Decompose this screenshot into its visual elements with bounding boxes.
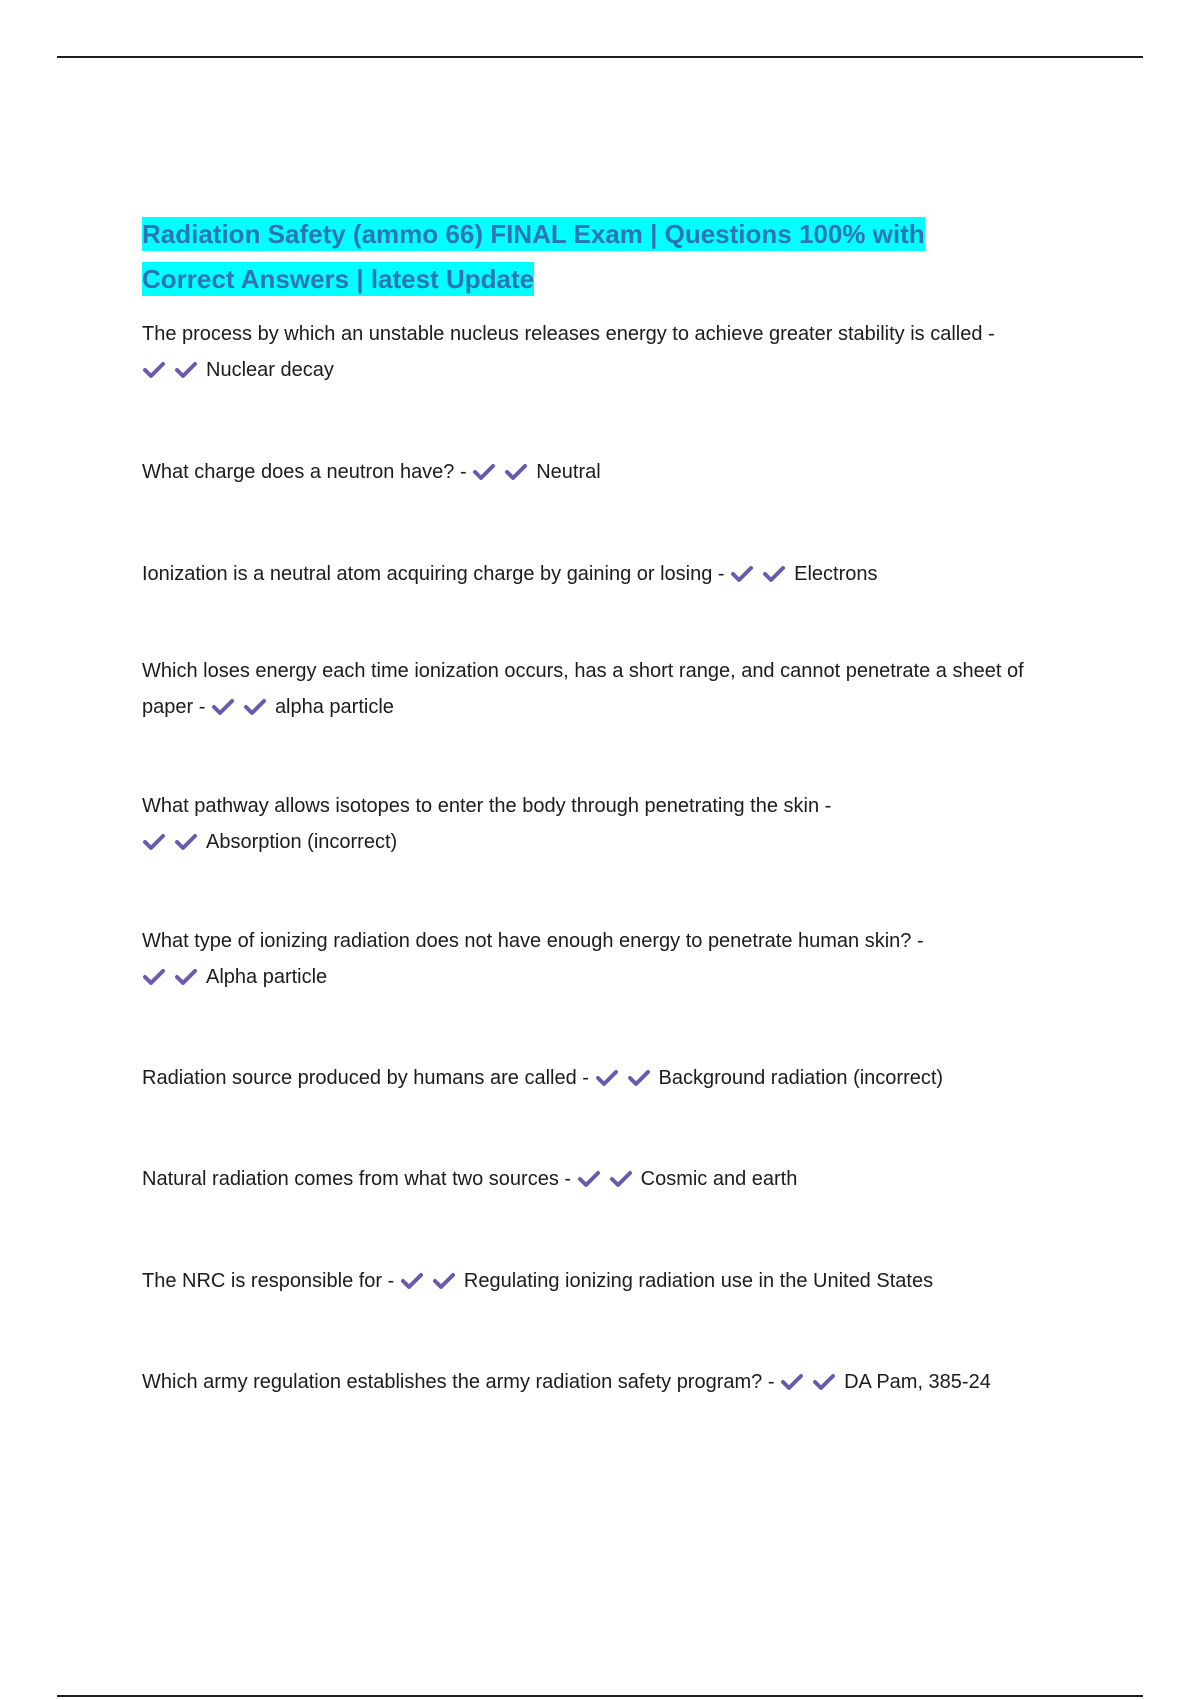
separator: -	[454, 461, 473, 483]
checkmark-icon	[730, 565, 754, 583]
question-text: Ionization is a neutral atom acquiring charge by gaining or losing	[142, 563, 713, 585]
answer-text: DA Pam, 385-24	[844, 1371, 991, 1393]
title-line-1: Radiation Safety (ammo 66) FINAL Exam | Questions 100% with	[142, 219, 925, 249]
checkmark-icon	[812, 1373, 836, 1391]
separator: -	[911, 930, 924, 952]
question-text: Natural radiation comes from what two sources	[142, 1168, 559, 1190]
checkmark-icon	[400, 1272, 424, 1290]
separator: -	[819, 795, 832, 817]
qa-item	[142, 316, 1072, 388]
qa-item	[142, 923, 1072, 995]
question-text: The NRC is responsible for	[142, 1270, 383, 1292]
separator: -	[382, 1270, 400, 1292]
checkmark-icon	[243, 698, 267, 716]
bottom-rule	[57, 1695, 1143, 1697]
question-text: What type of ionizing radiation does not have enough energy to penetrate human skin?	[142, 930, 912, 952]
checkmark-icon	[472, 463, 496, 481]
qa-item	[142, 556, 1072, 592]
answer-text: Regulating ionizing radiation use in the United States	[463, 1270, 934, 1292]
checkmark-icon	[609, 1170, 633, 1188]
document-body	[142, 212, 1072, 1393]
question-text: What charge does a neutron have?	[142, 461, 455, 483]
checkmark-icon	[627, 1069, 651, 1087]
answer-text: Electrons	[794, 563, 878, 585]
document-title	[142, 212, 1072, 302]
separator: -	[762, 1371, 781, 1393]
question-text: The process by which an unstable nucleus releases energy to achieve greater stability is called	[142, 323, 983, 345]
checkmark-icon	[174, 968, 198, 986]
qa-item	[142, 788, 1072, 860]
checkmark-icon	[504, 463, 528, 481]
qa-item	[142, 454, 1072, 490]
question-text: What pathway allows isotopes to enter the body through penetrating the skin	[142, 795, 820, 817]
checkmark-icon	[211, 698, 235, 716]
checkmark-icon	[780, 1373, 804, 1391]
answer-text: Alpha particle	[206, 966, 328, 988]
question-text: Which loses energy each time ionization occurs, has a short range, and cannot penetrate a sheet of paper	[142, 660, 1024, 718]
answer-text: Background radiation (incorrect)	[658, 1067, 944, 1089]
separator: -	[558, 1168, 577, 1190]
question-text: Which army regulation establishes the army radiation safety program?	[142, 1371, 763, 1393]
qa-item	[142, 1364, 1072, 1400]
qa-item	[142, 1060, 1072, 1096]
checkmark-icon	[595, 1069, 619, 1087]
qa-item	[142, 1263, 1072, 1299]
title-line-2: Correct Answers | latest Update	[142, 264, 535, 294]
top-rule	[57, 56, 1143, 58]
checkmark-icon	[762, 565, 786, 583]
question-text: Radiation source produced by humans are called	[142, 1067, 577, 1089]
checkmark-icon	[142, 968, 166, 986]
qa-item	[142, 653, 1072, 725]
separator: -	[193, 696, 211, 718]
checkmark-icon	[174, 833, 198, 851]
separator: -	[576, 1067, 595, 1089]
qa-item	[142, 1161, 1072, 1197]
checkmark-icon	[174, 361, 198, 379]
checkmark-icon	[142, 833, 166, 851]
answer-text: alpha particle	[274, 696, 394, 718]
checkmark-icon	[577, 1170, 601, 1188]
answer-text: Cosmic and earth	[640, 1168, 798, 1190]
answer-text: Nuclear decay	[206, 359, 334, 381]
separator: -	[712, 563, 731, 585]
answer-text: Absorption (incorrect)	[206, 831, 398, 853]
checkmark-icon	[432, 1272, 456, 1290]
checkmark-icon	[142, 361, 166, 379]
separator: -	[982, 323, 995, 345]
answer-text: Neutral	[536, 461, 601, 483]
